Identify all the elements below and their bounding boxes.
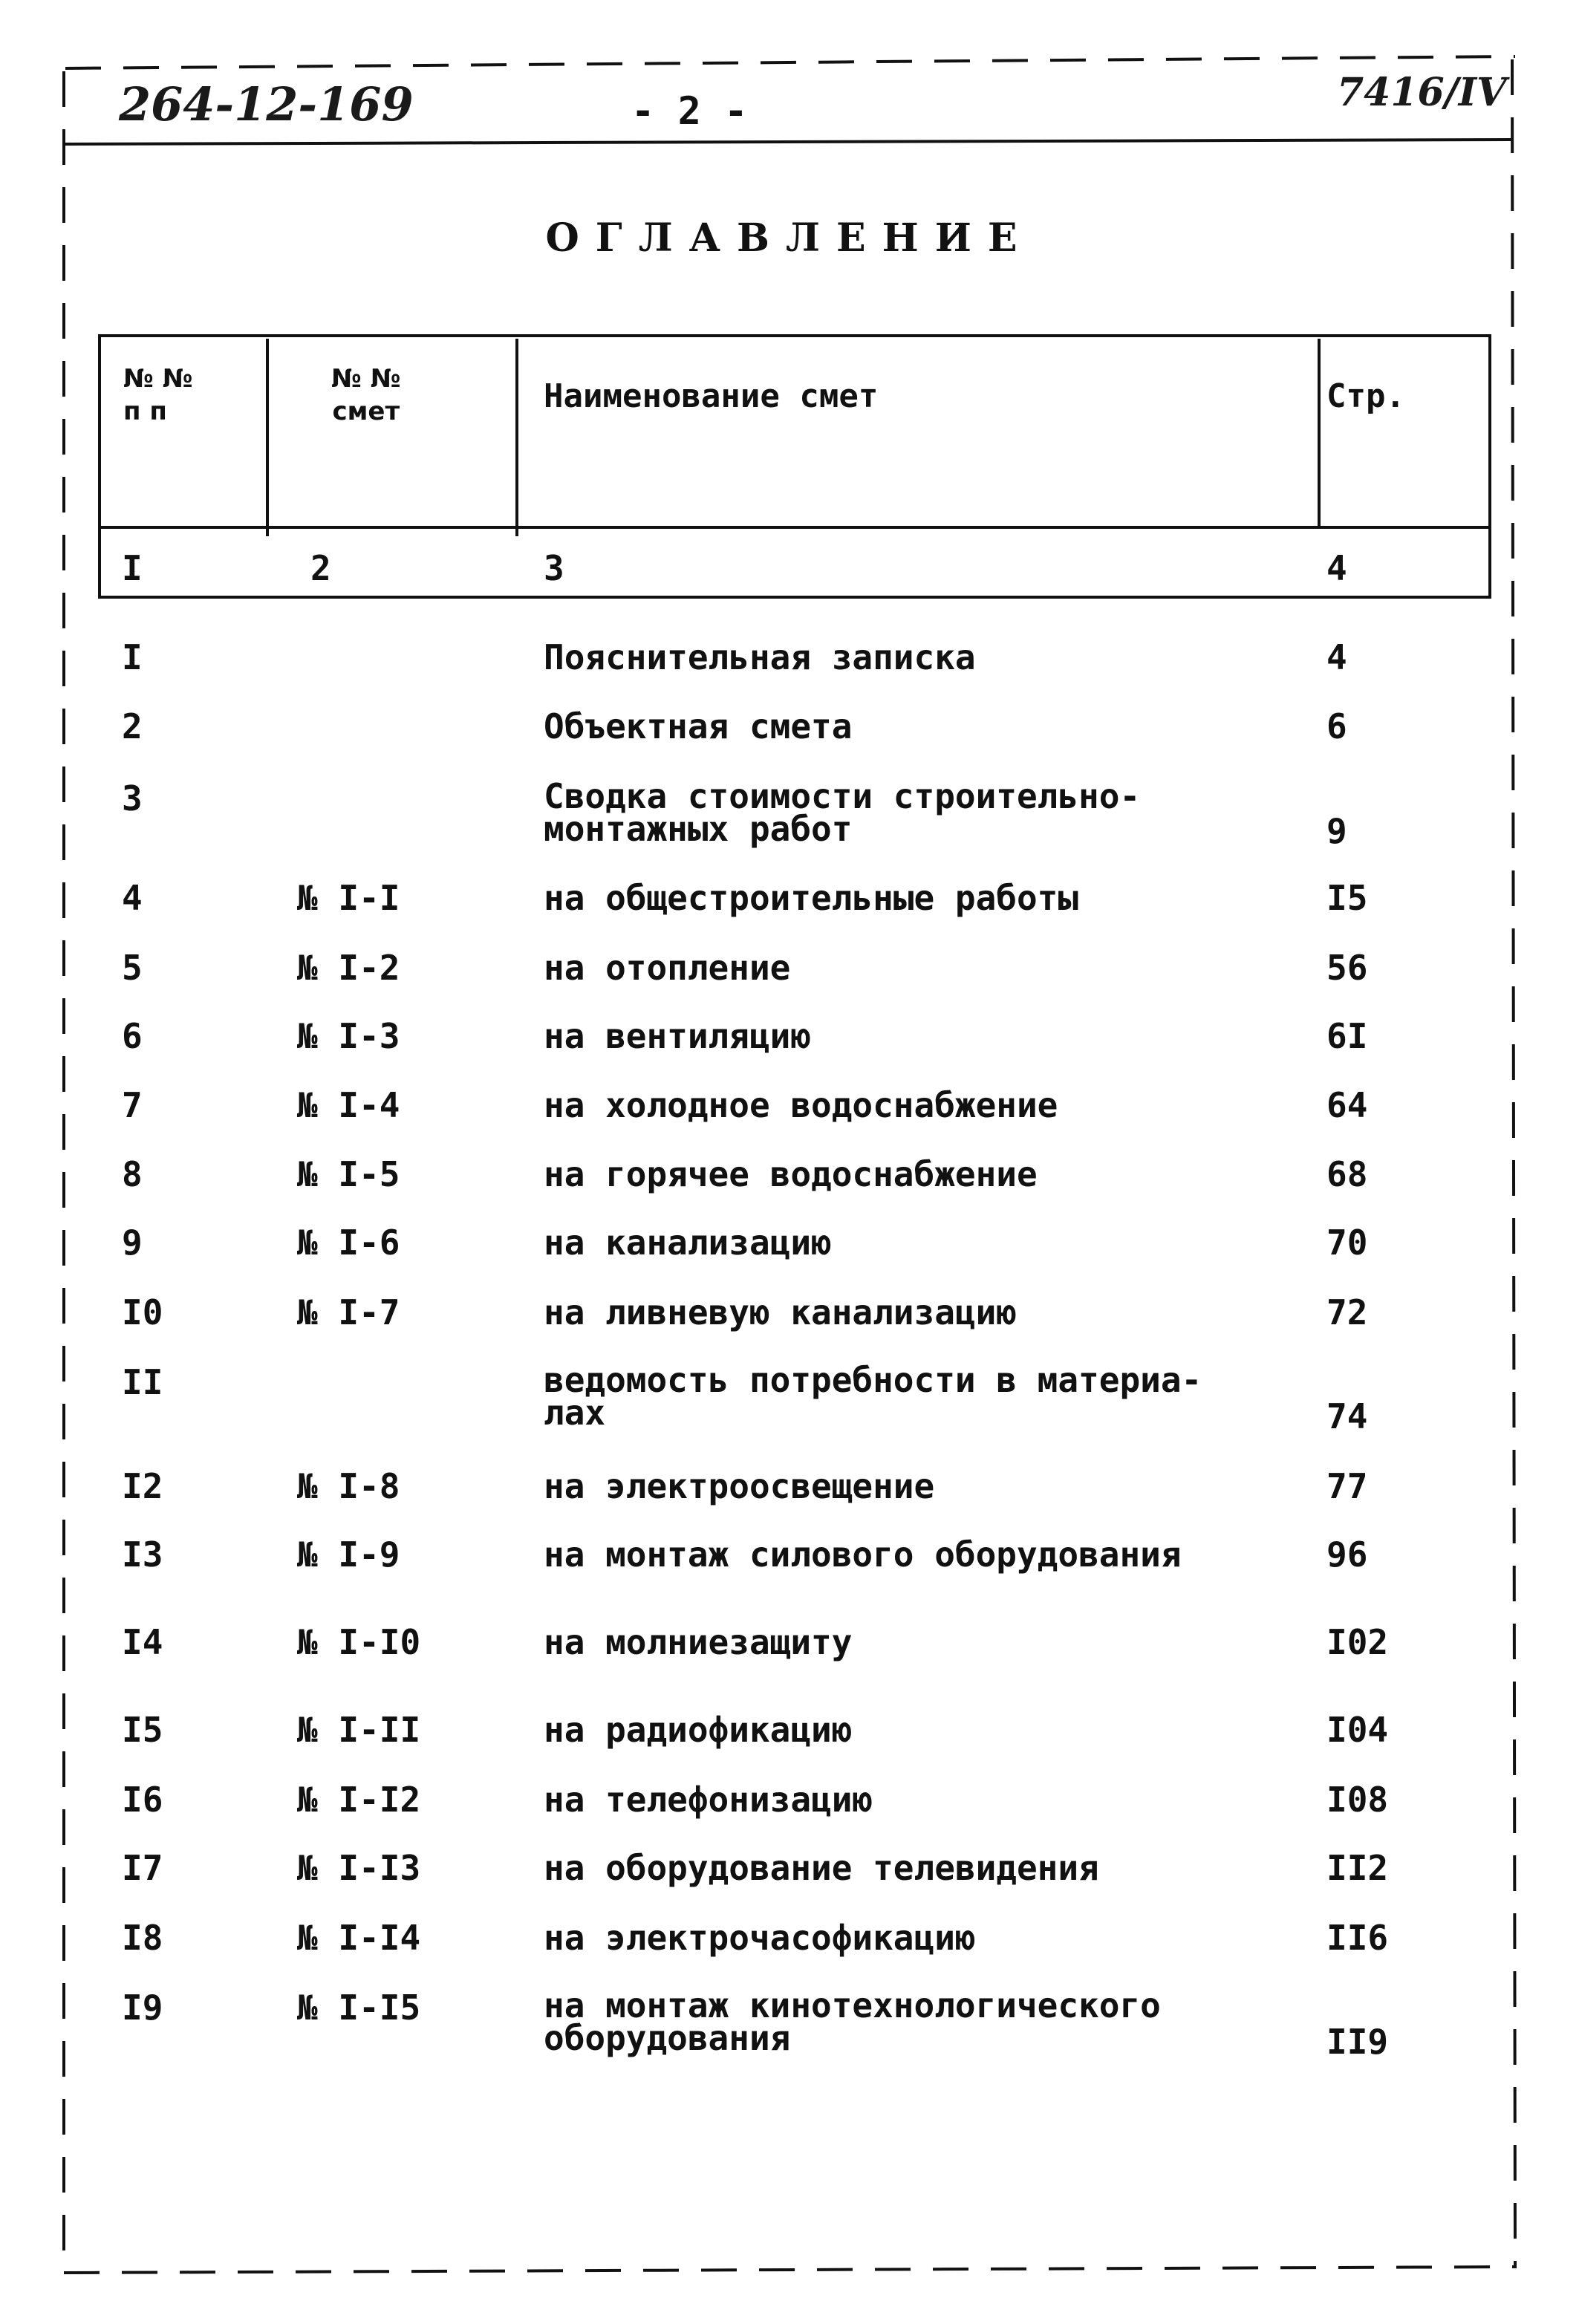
estimate-name: на канализацию xyxy=(544,1223,832,1263)
estimate-name: ведомость потребности в материа- лах xyxy=(544,1360,1202,1433)
page-ref: 74 xyxy=(1326,1396,1368,1436)
page-number: - 2 - xyxy=(631,89,748,134)
estimate-number: № I-II xyxy=(297,1710,421,1750)
estimate-name: на ливневую канализацию xyxy=(544,1292,1017,1332)
row-number: 5 xyxy=(122,948,143,988)
page-ref: II9 xyxy=(1326,2022,1389,2062)
row-number: I0 xyxy=(122,1292,163,1332)
estimate-name: Сводка стоимости строительно- монтажных работ xyxy=(544,776,1141,849)
row-number: I6 xyxy=(122,1780,163,1820)
estimate-name: на общестроительные работы xyxy=(544,878,1079,918)
estimate-number: № I-7 xyxy=(297,1292,400,1332)
header-col-estimate-number: № № смет xyxy=(331,364,401,426)
estimate-number: № I-6 xyxy=(297,1223,400,1263)
header-rule xyxy=(65,140,1512,144)
header-num-1: I xyxy=(122,548,143,588)
estimate-number: № I-3 xyxy=(297,1016,400,1056)
header-col-page: Стр. xyxy=(1326,377,1405,415)
estimate-number: № I-I3 xyxy=(297,1848,421,1888)
estimate-name: на вентиляцию xyxy=(544,1016,812,1056)
estimate-number: № I-I2 xyxy=(297,1780,421,1820)
row-number: I4 xyxy=(122,1622,163,1662)
estimate-name: на горячее водоснабжение xyxy=(544,1154,1038,1194)
estimate-number: № I-I5 xyxy=(297,1988,421,2028)
row-number: I5 xyxy=(122,1710,163,1750)
page-ref: I02 xyxy=(1326,1622,1389,1662)
estimate-name: на молниезащиту xyxy=(544,1622,853,1662)
estimate-name: на радиофикацию xyxy=(544,1710,853,1750)
header-num-4: 4 xyxy=(1326,548,1347,588)
estimate-name: на монтаж силового оборудования xyxy=(544,1534,1182,1575)
page-ref: 64 xyxy=(1326,1085,1368,1125)
estimate-name: на телефонизацию xyxy=(544,1780,873,1820)
estimate-number: № I-2 xyxy=(297,948,400,988)
row-number: I7 xyxy=(122,1848,163,1888)
estimate-number: № I-5 xyxy=(297,1154,400,1194)
estimate-name: на холодное водоснабжение xyxy=(544,1085,1058,1125)
row-number: I8 xyxy=(122,1918,163,1958)
header-col-row-number: № № п п xyxy=(123,364,193,426)
row-number: 7 xyxy=(122,1085,143,1125)
row-number: 3 xyxy=(122,778,143,818)
page-ref: II6 xyxy=(1326,1918,1389,1958)
row-number: I9 xyxy=(122,1988,163,2028)
page-ref: 72 xyxy=(1326,1292,1368,1332)
page-ref: 56 xyxy=(1326,948,1368,988)
estimate-name: на электрочасофикацию xyxy=(544,1918,976,1958)
estimate-number: № I-I4 xyxy=(297,1918,421,1958)
header-num-3: 3 xyxy=(544,548,564,588)
estimate-name: Пояснительная записка xyxy=(544,637,976,677)
row-number: I3 xyxy=(122,1534,163,1575)
page-ref: I5 xyxy=(1326,878,1368,918)
row-number: 8 xyxy=(122,1154,143,1194)
table-header-grid xyxy=(100,336,1490,597)
estimate-number: № I-9 xyxy=(297,1534,400,1575)
row-number: 2 xyxy=(122,706,143,746)
page-ref: 6 xyxy=(1326,706,1347,746)
page-ref: 70 xyxy=(1326,1223,1368,1263)
row-number: 6 xyxy=(122,1016,143,1056)
document-code: 264-12-169 xyxy=(119,77,414,131)
estimate-name: на электроосвещение xyxy=(544,1466,935,1506)
row-number: 9 xyxy=(122,1223,143,1263)
estimate-number: № I-8 xyxy=(297,1466,400,1506)
page-title: ОГЛАВЛЕНИЕ xyxy=(545,215,1034,261)
row-number: I2 xyxy=(122,1466,163,1506)
page-ref: 96 xyxy=(1326,1534,1368,1575)
page-ref: II2 xyxy=(1326,1848,1389,1888)
page-ref: 4 xyxy=(1326,637,1347,677)
estimate-name: на оборудование телевидения xyxy=(544,1848,1099,1888)
page-ref: 77 xyxy=(1326,1466,1368,1506)
header-num-2: 2 xyxy=(310,548,331,588)
estimate-name: Объектная смета xyxy=(544,706,853,746)
page-ref: 6I xyxy=(1326,1016,1368,1056)
estimate-name: на монтаж кинотехнологического оборудования xyxy=(544,1985,1161,2058)
page-ref: I08 xyxy=(1326,1780,1389,1820)
estimate-number: № I-I0 xyxy=(297,1622,421,1662)
estimate-number: № I-4 xyxy=(297,1085,400,1125)
header-col-estimate-name: Наименование смет xyxy=(544,377,879,415)
estimate-name: на отопление xyxy=(544,948,791,988)
page-ref: 68 xyxy=(1326,1154,1368,1194)
row-number: II xyxy=(122,1362,163,1402)
page-ref: 9 xyxy=(1326,811,1347,851)
page-ref: I04 xyxy=(1326,1710,1389,1750)
sheet-reference: 7416/IV xyxy=(1337,70,1507,115)
estimate-number: № I-I xyxy=(297,878,400,918)
row-number: I xyxy=(122,637,143,677)
row-number: 4 xyxy=(122,878,143,918)
